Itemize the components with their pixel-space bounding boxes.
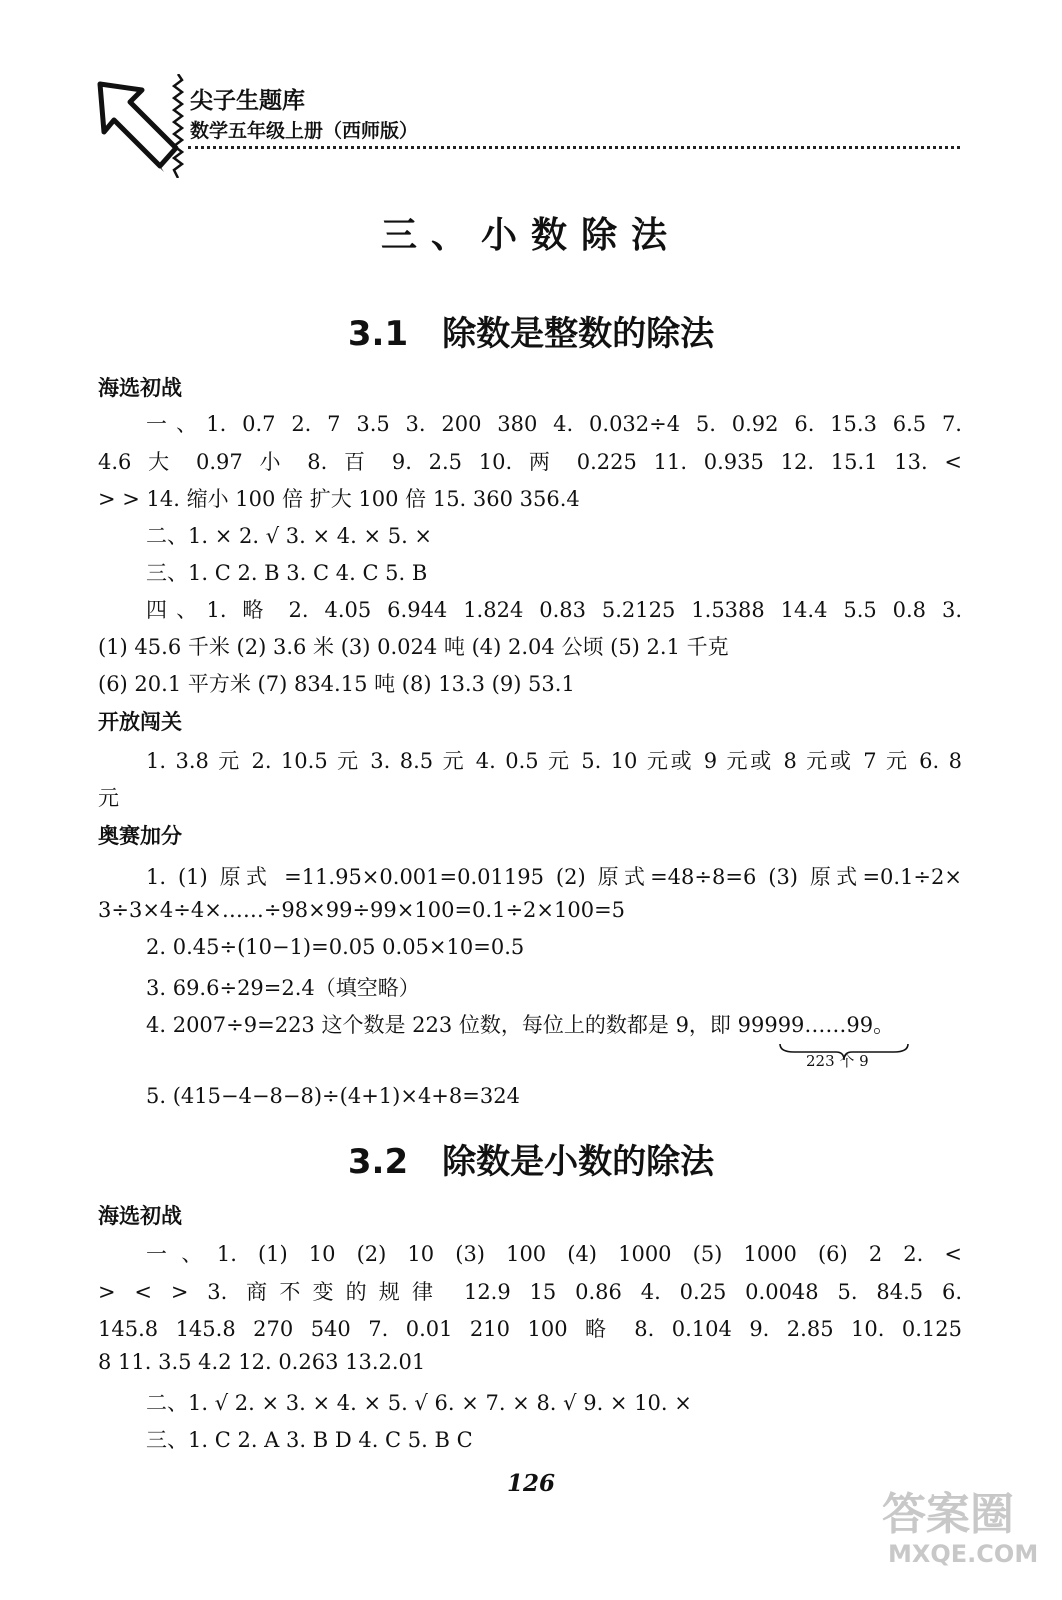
answer-line: 145.8 145.8 270 540 7. 0.01 210 100 略 8. 0.104 9. 2.85 10. 0.125 bbox=[98, 1317, 962, 1341]
answer-line: 二、1. × 2. √ 3. × 4. × 5. × bbox=[146, 524, 433, 548]
answer-line: > > 14. 缩小 100 倍 扩大 100 倍 15. 360 356.4 bbox=[98, 487, 580, 511]
section-heading: 除数是整数的除法 bbox=[442, 314, 715, 354]
section-title-3-2 bbox=[0, 1134, 1062, 1183]
answer-line: 三、1. C 2. B 3. C 4. C 5. B bbox=[146, 561, 428, 585]
answer-line: 4. 2007÷9=223 这个数是 223 位数，每位上的数都是 9，即 99999……99。 bbox=[146, 1013, 895, 1037]
page-number: 126 bbox=[506, 1470, 555, 1497]
answer-line: 2. 0.45÷(10−1)=0.05 0.05×10=0.5 bbox=[146, 935, 525, 959]
answer-line: 一、1. (1) 10 (2) 10 (3) 100 (4) 1000 (5) 1000 (6) 2 2. < bbox=[146, 1242, 962, 1266]
section-number: 3.1 bbox=[347, 314, 409, 354]
answer-line: 1. (1) 原式 =11.95×0.001=0.01195 (2) 原式=48÷8=6 (3) 原式=0.1÷2× bbox=[146, 865, 962, 889]
answer-line: > < > 3. 商不变的规律 12.9 15 0.86 4. 0.25 0.0048 5. 84.5 6. bbox=[98, 1280, 962, 1304]
section-number: 3.2 bbox=[347, 1142, 409, 1182]
answer-line: 8 11. 3.5 4.2 12. 0.263 13.2.01 bbox=[98, 1350, 426, 1374]
answer-line: 1. 3.8 元 2. 10.5 元 3. 8.5 元 4. 0.5 元 5. 10 元或 9 元或 8 元或 7 元 6. 8 bbox=[146, 749, 962, 773]
zigzag-divider-icon bbox=[172, 74, 184, 178]
header-dotted-rule bbox=[188, 146, 960, 149]
part-label-haixuan: 海选初战 bbox=[98, 376, 182, 400]
section-title-3-1 bbox=[0, 306, 1062, 355]
answer-line: 3. 69.6÷29=2.4（填空略） bbox=[146, 976, 420, 1000]
book-title: 数学五年级上册（西师版） bbox=[190, 120, 419, 142]
underbrace-label: 223 个 9 bbox=[806, 1052, 869, 1070]
arrow-logo-icon bbox=[96, 80, 182, 176]
answer-line: (1) 45.6 千米 (2) 3.6 米 (3) 0.024 吨 (4) 2.04 公顷 (5) 2.1 千克 bbox=[98, 635, 729, 659]
part-label-aosai: 奥赛加分 bbox=[98, 824, 182, 848]
answer-line: 二、1. √ 2. × 3. × 4. × 5. √ 6. × 7. × 8. √ 9. × 10. × bbox=[146, 1391, 692, 1415]
watermark bbox=[882, 1478, 1039, 1588]
part-label-kaifang: 开放闯关 bbox=[98, 710, 182, 734]
answer-line: 一、1. 0.7 2. 7 3.5 3. 200 380 4. 0.032÷4 5. 0.92 6. 15.3 6.5 7. bbox=[146, 412, 962, 436]
watermark-site: MXQE.COM bbox=[888, 1540, 1039, 1568]
answer-line: 三、1. C 2. A 3. B D 4. C 5. B C bbox=[146, 1428, 473, 1452]
answer-line: (6) 20.1 平方米 (7) 834.15 吨 (8) 13.3 (9) 53.1 bbox=[98, 672, 575, 696]
answer-line: 四、1. 略 2. 4.05 6.944 1.824 0.83 5.2125 1.5388 14.4 5.5 0.8 3. bbox=[146, 598, 962, 622]
watermark-mark: 答案圈 bbox=[882, 1489, 1014, 1540]
series-title: 尖子生题库 bbox=[190, 88, 305, 114]
answer-line: 3÷3×4÷4×……÷98×99÷99×100=0.1÷2×100=5 bbox=[98, 898, 626, 922]
section-heading: 除数是小数的除法 bbox=[442, 1142, 715, 1182]
chapter-title: 三、小数除法 bbox=[380, 215, 681, 256]
answer-line: 5. (415−4−8−8)÷(4+1)×4+8=324 bbox=[146, 1084, 520, 1108]
answer-line: 4.6 大 0.97 小 8. 百 9. 2.5 10. 两 0.225 11. 0.935 12. 15.1 13. < bbox=[98, 450, 962, 474]
part-label-haixuan: 海选初战 bbox=[98, 1204, 182, 1228]
answer-line: 元 bbox=[98, 786, 119, 810]
page-header bbox=[96, 72, 960, 182]
